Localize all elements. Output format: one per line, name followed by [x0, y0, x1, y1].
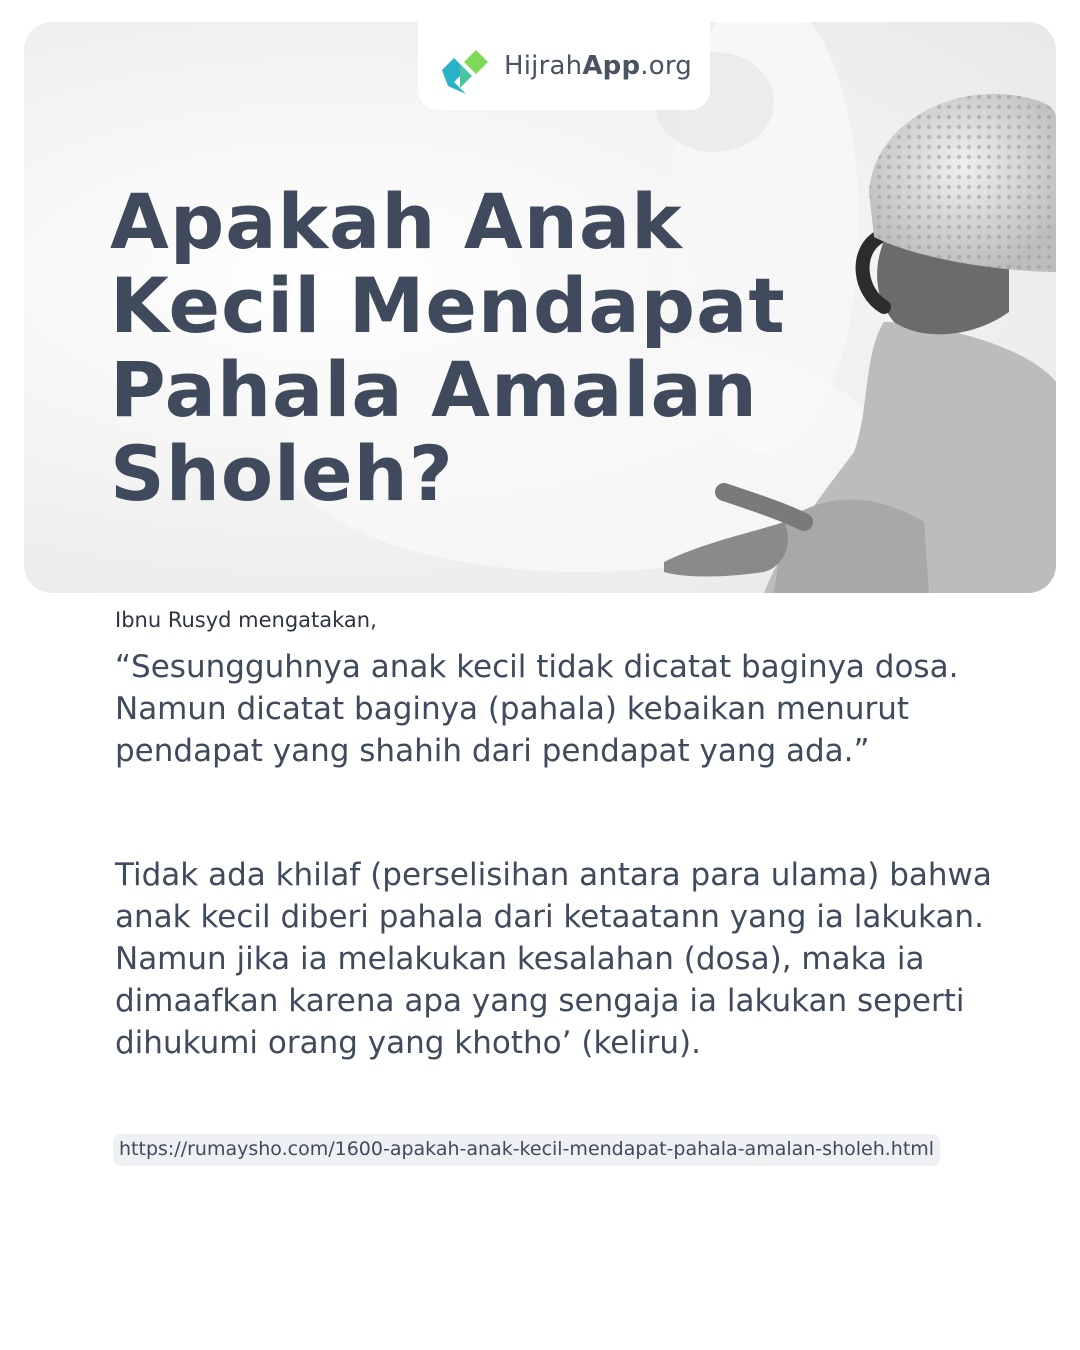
title-line-2: Kecil Mendapat — [110, 261, 786, 350]
title-line-3: Pahala Amalan — [110, 345, 758, 434]
page-title — [110, 177, 810, 518]
hijrahapp-logo-icon — [436, 36, 496, 96]
brand-name-part2: App — [582, 51, 641, 81]
title-line-4: Sholeh? — [110, 429, 454, 518]
explanation-paragraph: Tidak ada khilaf (perselisihan antara para ulama) bahwa anak kecil diberi pahala dari ketaatann yang ia lakukan. Namun jika ia melakukan kesalahan (dosa), maka ia dimaafkan karena apa yang sengaja ia lakukan seperti dihukumi orang yang khotho’ (keliru). — [115, 857, 992, 1061]
source-link[interactable]: https://rumaysho.com/1600-apakah-anak-kecil-mendapat-pahala-amalan-sholeh.html — [113, 1134, 940, 1166]
intro-text: Ibnu Rusyd mengatakan, — [115, 608, 377, 632]
quote-text: “Sesungguhnya anak kecil tidak dicatat baginya dosa. Namun dicatat baginya (pahala) kebaikan menurut pendapat yang shahih dari pendapat yang ada.” — [115, 649, 959, 769]
brand-logo[interactable] — [418, 22, 710, 110]
brand-name — [504, 51, 692, 81]
title-line-1: Apakah Anak — [110, 177, 683, 266]
brand-name-part1: Hijrah — [504, 51, 583, 81]
brand-name-part3: .org — [640, 51, 692, 81]
